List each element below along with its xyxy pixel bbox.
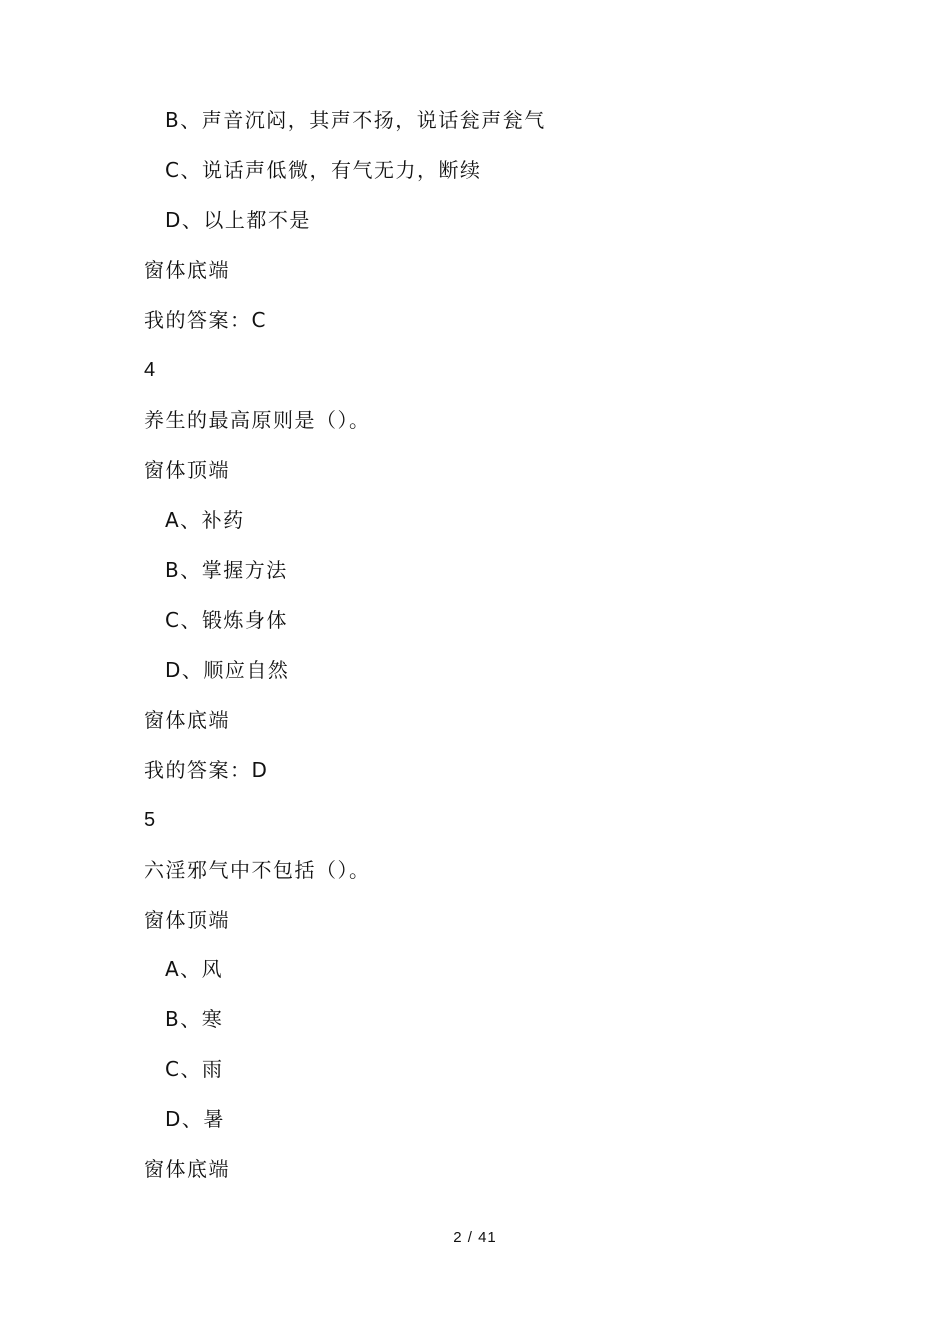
option-d: D、以上都不是: [165, 208, 311, 232]
option-a: A、补药: [165, 508, 245, 532]
option-d: D、暑: [165, 1107, 225, 1131]
form-bottom-label: 窗体底端: [144, 1157, 230, 1181]
option-d: D、顺应自然: [165, 658, 290, 682]
question-number: 4: [144, 359, 157, 381]
option-b: B、声音沉闷，其声不扬，说话瓮声瓮气: [165, 108, 546, 132]
form-top-label: 窗体顶端: [144, 908, 230, 932]
form-bottom-label: 窗体底端: [144, 258, 230, 282]
question-text: 养生的最高原则是（）。: [144, 408, 371, 432]
my-answer: 我的答案：C: [144, 308, 267, 332]
option-c: C、说话声低微，有气无力，断续: [165, 158, 482, 182]
question-number: 5: [144, 809, 157, 831]
option-c: C、锻炼身体: [165, 608, 288, 632]
option-b: B、寒: [165, 1007, 224, 1031]
question-text: 六淫邪气中不包括（）。: [144, 858, 371, 882]
option-a: A、风: [165, 957, 224, 981]
page-number: 2 / 41: [453, 1229, 497, 1246]
option-b: B、掌握方法: [165, 558, 288, 582]
form-top-label: 窗体顶端: [144, 458, 230, 482]
my-answer: 我的答案：D: [144, 758, 269, 782]
option-c: C、雨: [165, 1057, 224, 1081]
form-bottom-label: 窗体底端: [144, 708, 230, 732]
